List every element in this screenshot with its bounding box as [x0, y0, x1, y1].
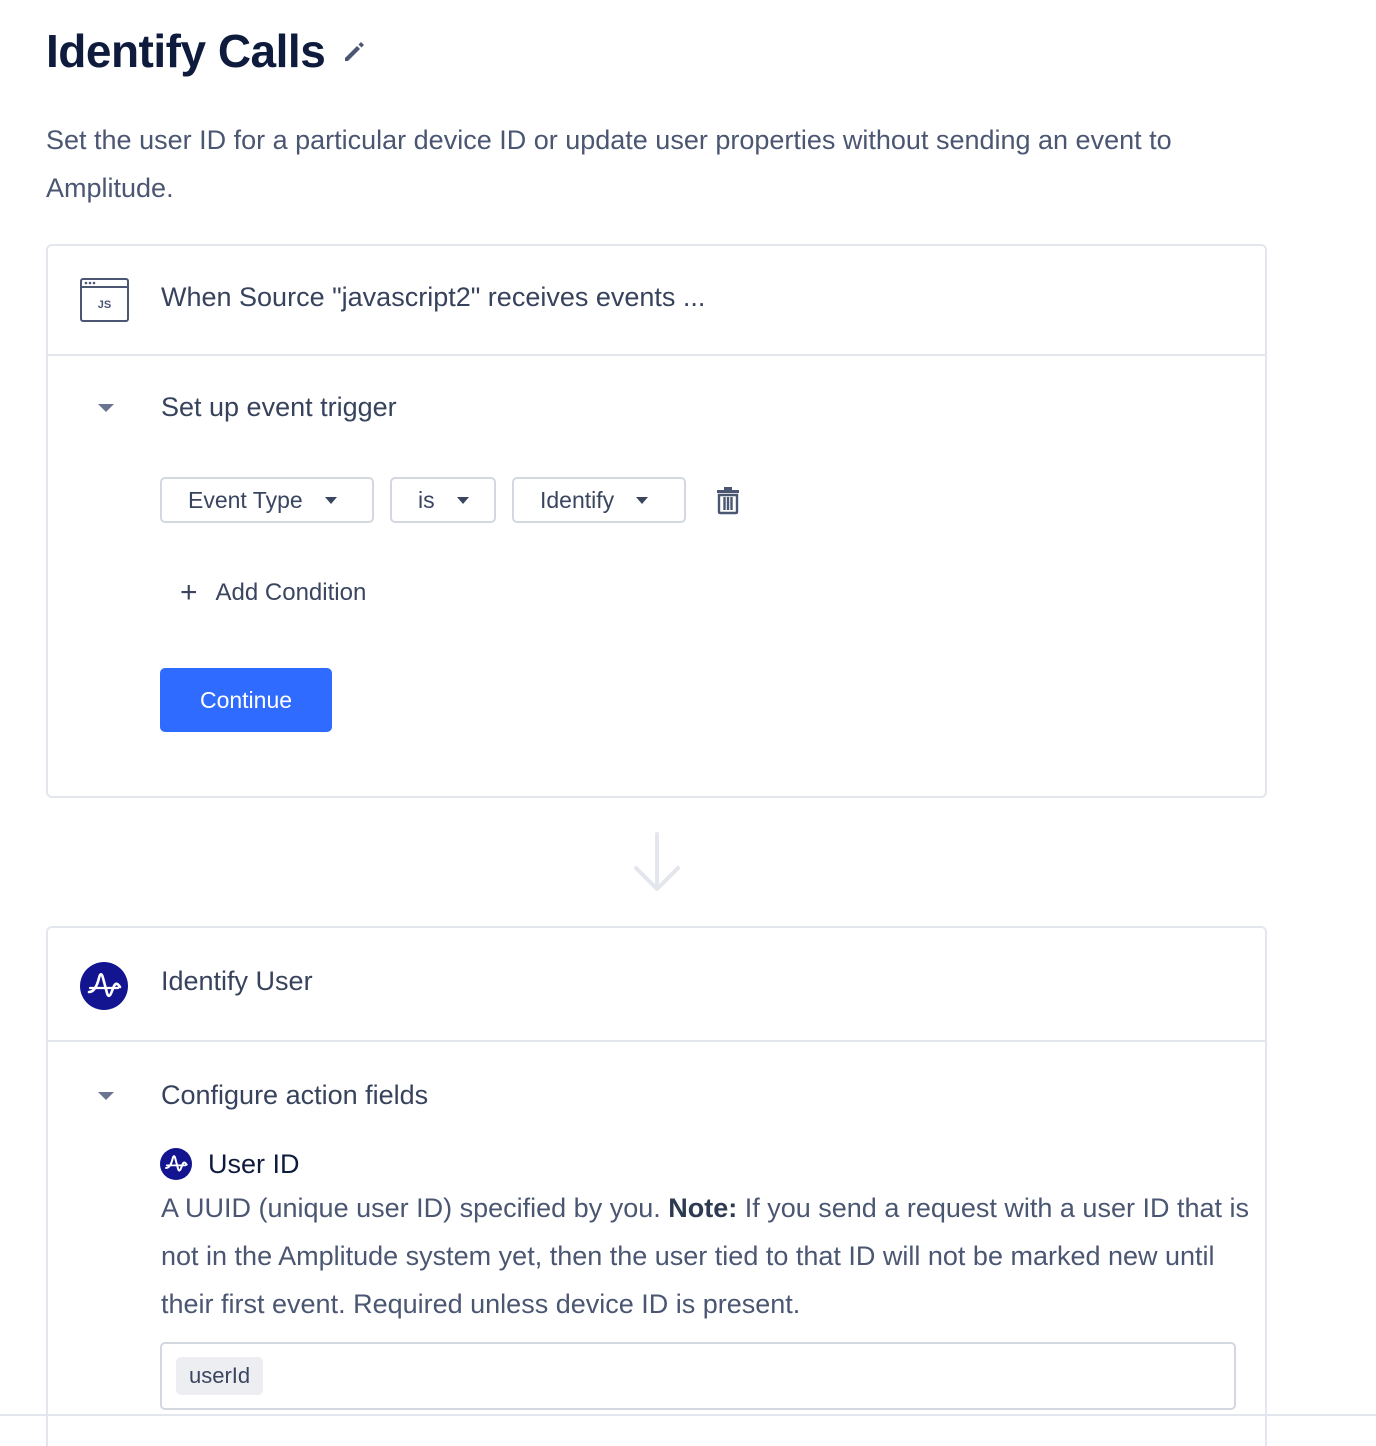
page-title: [46, 24, 367, 78]
chevron-down-icon: [325, 497, 337, 504]
chevron-down-icon: [457, 497, 469, 504]
user-id-field-label-row: [160, 1148, 300, 1180]
condition-operator-select[interactable]: [390, 477, 496, 523]
page-title-text: Identify Calls: [46, 25, 326, 77]
js-source-icon: [80, 278, 130, 329]
page-description: Set the user ID for a particular device ID or update user properties without sending an event to Amplitude.: [46, 125, 1172, 203]
user-id-field-label: User ID: [208, 1148, 300, 1179]
action-card-title: Identify User: [161, 966, 313, 996]
action-card: [46, 926, 1267, 1446]
add-condition-button[interactable]: [180, 576, 367, 609]
trigger-section-title: Set up event trigger: [161, 392, 397, 422]
user-id-field-description: [161, 1184, 1251, 1328]
trigger-section-collapse-icon[interactable]: [94, 396, 118, 420]
user-id-token[interactable]: userId: [176, 1357, 263, 1395]
action-card-header: [48, 928, 1265, 1042]
js-icon-label: JS: [97, 299, 112, 311]
desc-start: A UUID (unique user ID) specified by you.: [161, 1193, 669, 1223]
desc-rest: If you send a request with a user ID that is not in the Amplitude system yet, then the user tied to that ID will not be marked new until their first event. Required unless device ID is present.: [161, 1193, 1249, 1319]
arrow-down-icon: [632, 832, 682, 899]
add-condition-label: Add Condition: [215, 579, 367, 606]
condition-value-select[interactable]: [512, 477, 686, 523]
condition-value-value: Identify: [540, 486, 615, 513]
plus-icon: +: [180, 576, 198, 609]
desc-note-label: Note:: [668, 1193, 738, 1223]
action-section-title: Configure action fields: [161, 1080, 429, 1110]
chevron-down-icon: [636, 497, 648, 504]
trigger-card-header: [48, 246, 1265, 356]
condition-field-select[interactable]: [160, 477, 374, 523]
condition-operator-value: is: [418, 486, 435, 513]
pencil-edit-icon[interactable]: [341, 38, 367, 64]
trash-icon[interactable]: [714, 485, 742, 515]
bottom-divider: [0, 1414, 1376, 1416]
condition-field-value: Event Type: [188, 486, 303, 513]
continue-button[interactable]: Continue: [160, 668, 332, 732]
trigger-card: [46, 244, 1267, 798]
amplitude-logo-icon: [80, 962, 128, 1015]
user-id-input[interactable]: [160, 1342, 1236, 1410]
amplitude-logo-icon: [160, 1148, 192, 1180]
condition-row: [160, 477, 742, 523]
action-section-collapse-icon[interactable]: [94, 1084, 118, 1108]
trigger-card-title: When Source "javascript2" receives events ...: [161, 282, 706, 312]
